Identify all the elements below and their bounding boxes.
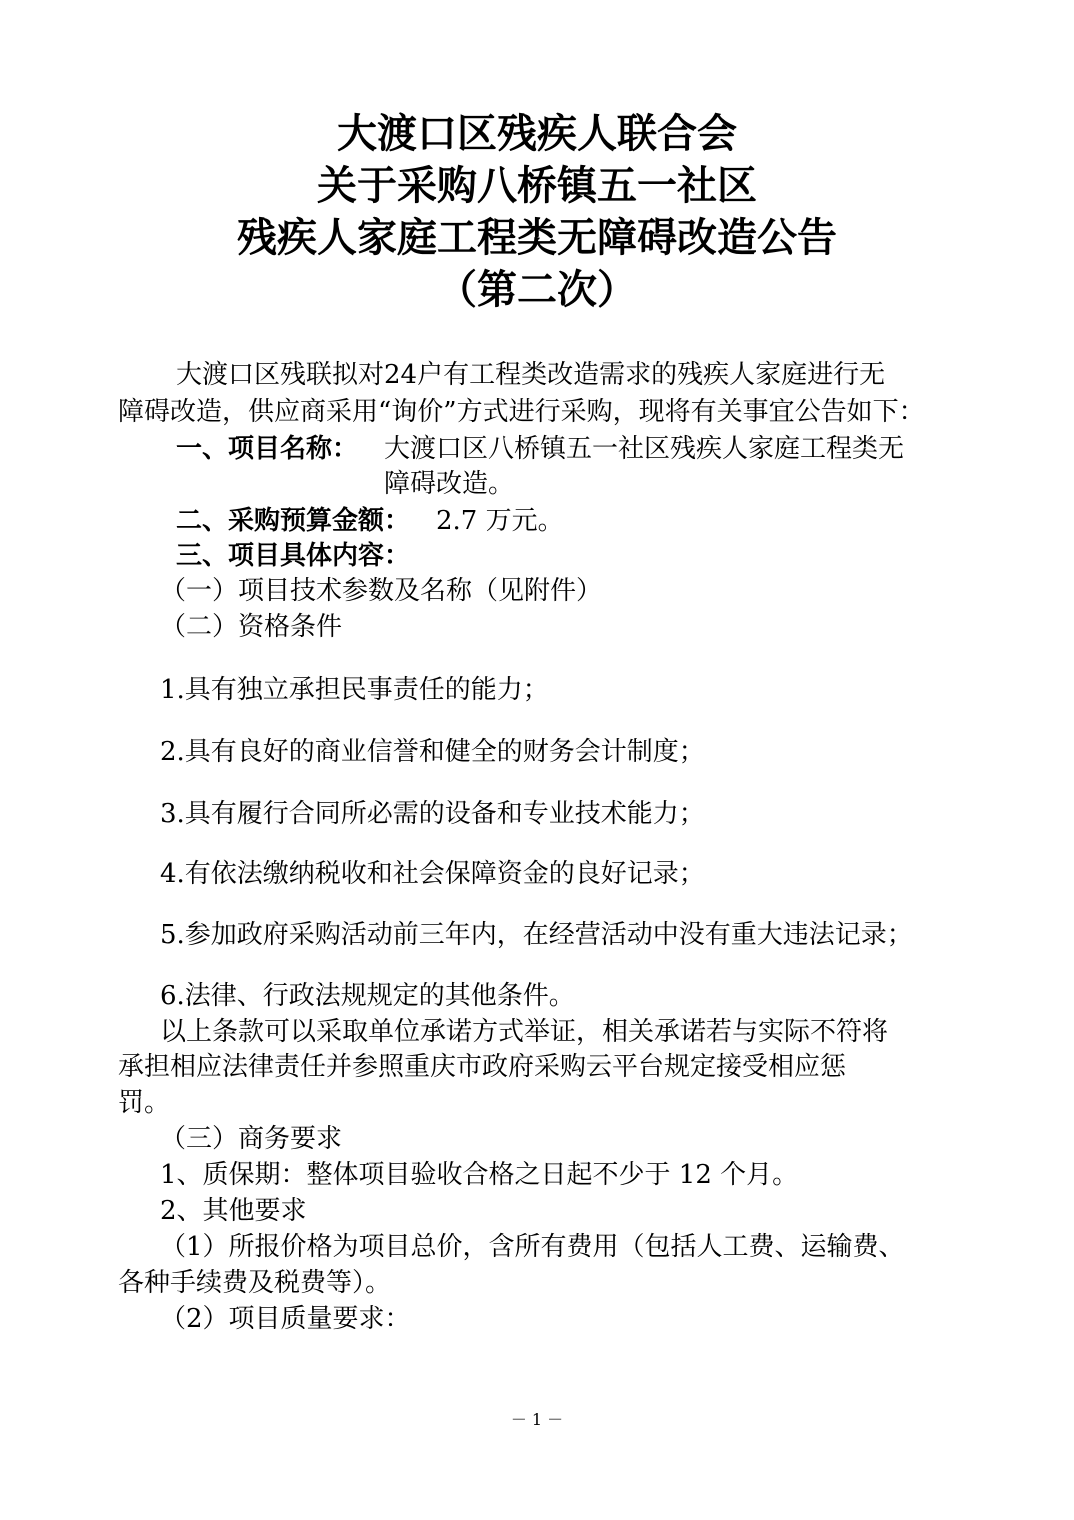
- intro-line-2: 障碍改造，供应商采用“询价”方式进行采购，现将有关事宜公告如下：: [118, 397, 925, 427]
- section-1-value-line-1: 大渡口区八桥镇五一社区残疾人家庭工程类无: [384, 434, 905, 464]
- commitment-line-3: 罚。: [118, 1088, 171, 1118]
- subsection-1: （一）项目技术参数及名称（见附件）: [160, 576, 603, 606]
- page-number: － 1 －: [510, 1410, 564, 1429]
- business-requirement-1-line-1: （1）所报价格为项目总价，含所有费用（包括人工费、运输费、: [160, 1232, 905, 1262]
- intro-line-1: 大渡口区残联拟对24户有工程类改造需求的残疾人家庭进行无: [176, 360, 886, 390]
- title-line-1: 大渡口区残疾人联合会: [337, 110, 737, 157]
- business-requirement-1-line-2: 各种手续费及税费等）。: [118, 1268, 392, 1298]
- section-2-value: 2.7 万元。: [436, 506, 564, 536]
- commitment-line-1: 以上条款可以采取单位承诺方式举证，相关承诺若与实际不符将: [160, 1017, 889, 1047]
- commitment-line-2: 承担相应法律责任并参照重庆市政府采购云平台规定接受相应惩: [118, 1052, 847, 1082]
- condition-item-1: 1.具有独立承担民事责任的能力；: [160, 675, 549, 705]
- section-1-label: 一、项目名称：: [176, 434, 359, 464]
- condition-item-3: 3.具有履行合同所必需的设备和专业技术能力；: [160, 799, 705, 829]
- business-item-2: 2、其他要求: [160, 1196, 307, 1226]
- title-line-2: 关于采购八桥镇五一社区: [317, 162, 757, 209]
- subsection-3: （三）商务要求: [160, 1124, 343, 1154]
- condition-item-2: 2.具有良好的商业信誉和健全的财务会计制度；: [160, 737, 705, 767]
- subsection-2: （二）资格条件: [160, 612, 343, 642]
- condition-item-4: 4.有依法缴纳税收和社会保障资金的良好记录；: [160, 859, 705, 889]
- business-item-1: 1、质保期：整体项目验收合格之日起不少于 12 个月。: [160, 1160, 799, 1190]
- section-2-label: 二、采购预算金额：: [176, 506, 411, 536]
- title-line-4: （第二次）: [437, 266, 637, 313]
- condition-item-6: 6.法律、行政法规规定的其他条件。: [160, 981, 575, 1011]
- condition-item-5: 5.参加政府采购活动前三年内，在经营活动中没有重大违法记录；: [160, 920, 913, 950]
- business-requirement-2: （2）项目质量要求：: [160, 1304, 411, 1334]
- section-1-value-line-2: 障碍改造。: [384, 469, 515, 499]
- title-line-3: 残疾人家庭工程类无障碍改造公告: [237, 214, 837, 261]
- section-3-label: 三、项目具体内容：: [176, 541, 411, 571]
